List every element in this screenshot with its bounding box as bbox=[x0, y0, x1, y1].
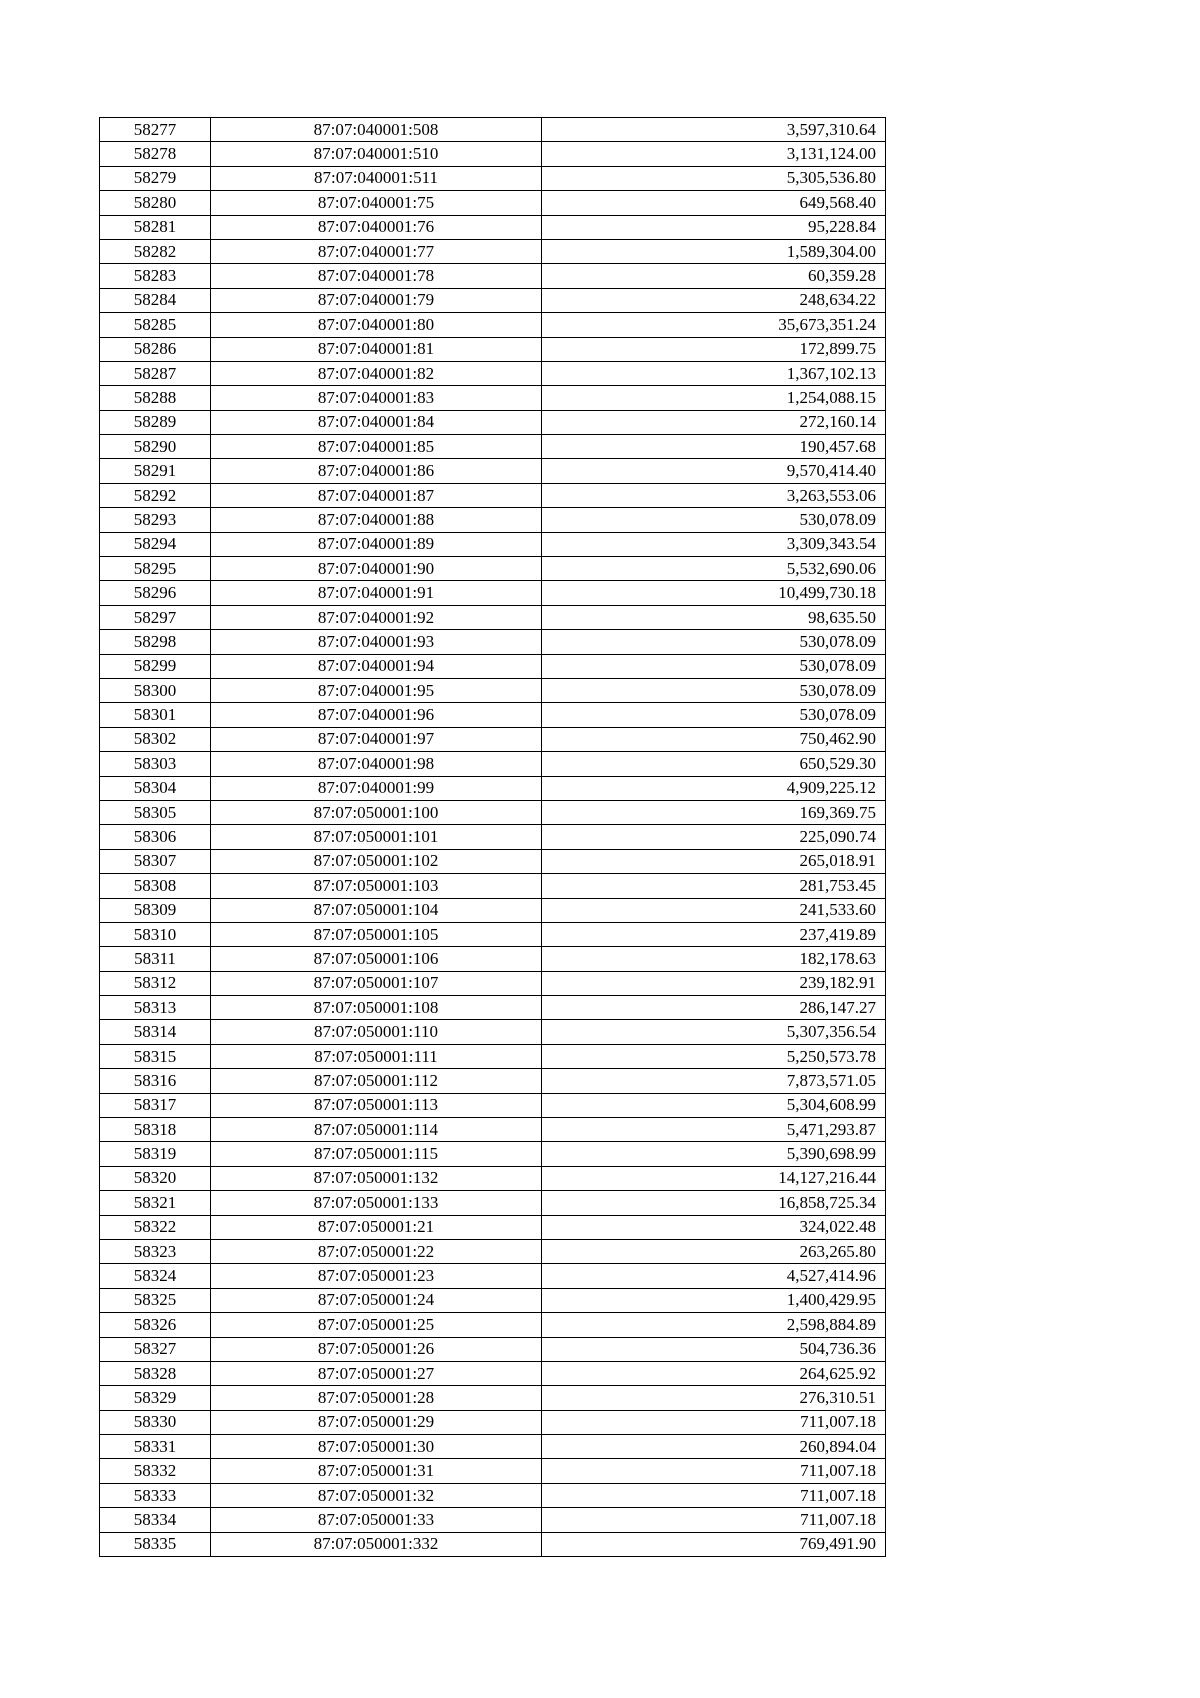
row-number-cell: 58287 bbox=[100, 361, 211, 385]
table-row bbox=[100, 581, 886, 605]
cadastral-value-cell: 530,078.09 bbox=[542, 678, 886, 702]
cadastral-value-cell: 530,078.09 bbox=[542, 630, 886, 654]
cadastral-number-cell: 87:07:050001:332 bbox=[211, 1532, 542, 1556]
table-row bbox=[100, 1532, 886, 1556]
row-number-cell: 58283 bbox=[100, 264, 211, 288]
cadastral-number-cell: 87:07:040001:508 bbox=[211, 118, 542, 142]
cadastral-value-cell: 182,178.63 bbox=[542, 947, 886, 971]
cadastral-number-cell: 87:07:040001:84 bbox=[211, 410, 542, 434]
cadastral-number-cell: 87:07:050001:105 bbox=[211, 922, 542, 946]
cadastral-value-cell: 650,529.30 bbox=[542, 752, 886, 776]
cadastral-number-cell: 87:07:050001:113 bbox=[211, 1093, 542, 1117]
row-number-cell: 58321 bbox=[100, 1191, 211, 1215]
table-row bbox=[100, 191, 886, 215]
cadastral-number-cell: 87:07:040001:76 bbox=[211, 215, 542, 239]
table-row bbox=[100, 1118, 886, 1142]
cadastral-number-cell: 87:07:040001:510 bbox=[211, 142, 542, 166]
cadastral-value-cell: 711,007.18 bbox=[542, 1410, 886, 1434]
table-row bbox=[100, 118, 886, 142]
row-number-cell: 58325 bbox=[100, 1288, 211, 1312]
cadastral-value-cell: 1,254,088.15 bbox=[542, 386, 886, 410]
row-number-cell: 58292 bbox=[100, 483, 211, 507]
cadastral-value-cell: 5,390,698.99 bbox=[542, 1142, 886, 1166]
row-number-cell: 58298 bbox=[100, 630, 211, 654]
table-row bbox=[100, 922, 886, 946]
table-row bbox=[100, 386, 886, 410]
cadastral-value-cell: 264,625.92 bbox=[542, 1361, 886, 1385]
row-number-cell: 58332 bbox=[100, 1459, 211, 1483]
cadastral-number-cell: 87:07:050001:26 bbox=[211, 1337, 542, 1361]
row-number-cell: 58278 bbox=[100, 142, 211, 166]
row-number-cell: 58305 bbox=[100, 800, 211, 824]
table-body bbox=[100, 118, 886, 1557]
cadastral-number-cell: 87:07:040001:89 bbox=[211, 532, 542, 556]
cadastral-value-cell: 225,090.74 bbox=[542, 825, 886, 849]
cadastral-value-cell: 4,527,414.96 bbox=[542, 1264, 886, 1288]
table-row bbox=[100, 1239, 886, 1263]
cadastral-value-cell: 286,147.27 bbox=[542, 996, 886, 1020]
table-row bbox=[100, 1508, 886, 1532]
cadastral-number-cell: 87:07:050001:31 bbox=[211, 1459, 542, 1483]
row-number-cell: 58303 bbox=[100, 752, 211, 776]
row-number-cell: 58311 bbox=[100, 947, 211, 971]
cadastral-value-cell: 237,419.89 bbox=[542, 922, 886, 946]
cadastral-value-cell: 169,369.75 bbox=[542, 800, 886, 824]
table-row bbox=[100, 1142, 886, 1166]
row-number-cell: 58286 bbox=[100, 337, 211, 361]
cadastral-value-cell: 281,753.45 bbox=[542, 874, 886, 898]
cadastral-value-cell: 530,078.09 bbox=[542, 654, 886, 678]
row-number-cell: 58334 bbox=[100, 1508, 211, 1532]
cadastral-value-cell: 1,367,102.13 bbox=[542, 361, 886, 385]
cadastral-value-cell: 16,858,725.34 bbox=[542, 1191, 886, 1215]
row-number-cell: 58316 bbox=[100, 1069, 211, 1093]
cadastral-number-cell: 87:07:050001:101 bbox=[211, 825, 542, 849]
cadastral-value-cell: 35,673,351.24 bbox=[542, 313, 886, 337]
cadastral-value-cell: 190,457.68 bbox=[542, 435, 886, 459]
cadastral-number-cell: 87:07:040001:97 bbox=[211, 727, 542, 751]
table-row bbox=[100, 1264, 886, 1288]
row-number-cell: 58323 bbox=[100, 1239, 211, 1263]
table-row bbox=[100, 1435, 886, 1459]
cadastral-value-cell: 260,894.04 bbox=[542, 1435, 886, 1459]
table-row bbox=[100, 825, 886, 849]
cadastral-number-cell: 87:07:050001:29 bbox=[211, 1410, 542, 1434]
cadastral-number-cell: 87:07:040001:98 bbox=[211, 752, 542, 776]
cadastral-number-cell: 87:07:040001:81 bbox=[211, 337, 542, 361]
cadastral-number-cell: 87:07:040001:511 bbox=[211, 166, 542, 190]
cadastral-number-cell: 87:07:050001:33 bbox=[211, 1508, 542, 1532]
row-number-cell: 58279 bbox=[100, 166, 211, 190]
cadastral-number-cell: 87:07:040001:75 bbox=[211, 191, 542, 215]
row-number-cell: 58330 bbox=[100, 1410, 211, 1434]
cadastral-value-cell: 711,007.18 bbox=[542, 1508, 886, 1532]
row-number-cell: 58326 bbox=[100, 1313, 211, 1337]
row-number-cell: 58308 bbox=[100, 874, 211, 898]
row-number-cell: 58291 bbox=[100, 459, 211, 483]
table-row bbox=[100, 264, 886, 288]
cadastral-value-cell: 263,265.80 bbox=[542, 1239, 886, 1263]
cadastral-number-cell: 87:07:040001:77 bbox=[211, 239, 542, 263]
cadastral-number-cell: 87:07:040001:94 bbox=[211, 654, 542, 678]
row-number-cell: 58300 bbox=[100, 678, 211, 702]
table-row bbox=[100, 605, 886, 629]
cadastral-value-cell: 3,131,124.00 bbox=[542, 142, 886, 166]
cadastral-value-cell: 248,634.22 bbox=[542, 288, 886, 312]
cadastral-value-table bbox=[99, 117, 886, 1557]
cadastral-value-cell: 5,304,608.99 bbox=[542, 1093, 886, 1117]
cadastral-number-cell: 87:07:050001:28 bbox=[211, 1386, 542, 1410]
row-number-cell: 58322 bbox=[100, 1215, 211, 1239]
cadastral-number-cell: 87:07:050001:21 bbox=[211, 1215, 542, 1239]
cadastral-value-cell: 239,182.91 bbox=[542, 971, 886, 995]
table-row bbox=[100, 142, 886, 166]
table-row bbox=[100, 410, 886, 434]
cadastral-number-cell: 87:07:050001:106 bbox=[211, 947, 542, 971]
row-number-cell: 58284 bbox=[100, 288, 211, 312]
row-number-cell: 58295 bbox=[100, 557, 211, 581]
row-number-cell: 58294 bbox=[100, 532, 211, 556]
cadastral-value-cell: 241,533.60 bbox=[542, 898, 886, 922]
cadastral-number-cell: 87:07:040001:99 bbox=[211, 776, 542, 800]
cadastral-number-cell: 87:07:040001:83 bbox=[211, 386, 542, 410]
cadastral-value-cell: 3,597,310.64 bbox=[542, 118, 886, 142]
row-number-cell: 58328 bbox=[100, 1361, 211, 1385]
table-row bbox=[100, 1459, 886, 1483]
row-number-cell: 58281 bbox=[100, 215, 211, 239]
table-row bbox=[100, 703, 886, 727]
row-number-cell: 58317 bbox=[100, 1093, 211, 1117]
cadastral-value-cell: 2,598,884.89 bbox=[542, 1313, 886, 1337]
cadastral-value-cell: 530,078.09 bbox=[542, 508, 886, 532]
cadastral-number-cell: 87:07:050001:27 bbox=[211, 1361, 542, 1385]
cadastral-number-cell: 87:07:050001:25 bbox=[211, 1313, 542, 1337]
cadastral-number-cell: 87:07:050001:32 bbox=[211, 1483, 542, 1507]
row-number-cell: 58277 bbox=[100, 118, 211, 142]
table-row bbox=[100, 508, 886, 532]
cadastral-number-cell: 87:07:050001:110 bbox=[211, 1020, 542, 1044]
table-row bbox=[100, 337, 886, 361]
cadastral-value-cell: 5,307,356.54 bbox=[542, 1020, 886, 1044]
table-row bbox=[100, 1020, 886, 1044]
row-number-cell: 58304 bbox=[100, 776, 211, 800]
cadastral-value-cell: 1,589,304.00 bbox=[542, 239, 886, 263]
row-number-cell: 58310 bbox=[100, 922, 211, 946]
table-row bbox=[100, 654, 886, 678]
row-number-cell: 58282 bbox=[100, 239, 211, 263]
row-number-cell: 58290 bbox=[100, 435, 211, 459]
row-number-cell: 58288 bbox=[100, 386, 211, 410]
row-number-cell: 58312 bbox=[100, 971, 211, 995]
table-row bbox=[100, 1044, 886, 1068]
cadastral-number-cell: 87:07:040001:96 bbox=[211, 703, 542, 727]
table-row bbox=[100, 1166, 886, 1190]
table-row bbox=[100, 215, 886, 239]
row-number-cell: 58318 bbox=[100, 1118, 211, 1142]
cadastral-number-cell: 87:07:050001:107 bbox=[211, 971, 542, 995]
table-row bbox=[100, 1483, 886, 1507]
cadastral-value-cell: 7,873,571.05 bbox=[542, 1069, 886, 1093]
cadastral-value-cell: 14,127,216.44 bbox=[542, 1166, 886, 1190]
row-number-cell: 58314 bbox=[100, 1020, 211, 1044]
row-number-cell: 58301 bbox=[100, 703, 211, 727]
cadastral-number-cell: 87:07:050001:133 bbox=[211, 1191, 542, 1215]
cadastral-value-cell: 3,263,553.06 bbox=[542, 483, 886, 507]
table-row bbox=[100, 996, 886, 1020]
table-row bbox=[100, 752, 886, 776]
cadastral-value-cell: 5,532,690.06 bbox=[542, 557, 886, 581]
cadastral-number-cell: 87:07:040001:91 bbox=[211, 581, 542, 605]
table-row bbox=[100, 947, 886, 971]
table-row bbox=[100, 800, 886, 824]
cadastral-number-cell: 87:07:040001:79 bbox=[211, 288, 542, 312]
cadastral-number-cell: 87:07:050001:22 bbox=[211, 1239, 542, 1263]
cadastral-value-cell: 711,007.18 bbox=[542, 1483, 886, 1507]
cadastral-value-cell: 272,160.14 bbox=[542, 410, 886, 434]
table-row bbox=[100, 1215, 886, 1239]
table-row bbox=[100, 678, 886, 702]
row-number-cell: 58296 bbox=[100, 581, 211, 605]
row-number-cell: 58285 bbox=[100, 313, 211, 337]
cadastral-value-cell: 4,909,225.12 bbox=[542, 776, 886, 800]
row-number-cell: 58302 bbox=[100, 727, 211, 751]
cadastral-number-cell: 87:07:040001:78 bbox=[211, 264, 542, 288]
row-number-cell: 58331 bbox=[100, 1435, 211, 1459]
cadastral-value-cell: 649,568.40 bbox=[542, 191, 886, 215]
table-row bbox=[100, 727, 886, 751]
table-row bbox=[100, 849, 886, 873]
table-row bbox=[100, 532, 886, 556]
table-row bbox=[100, 630, 886, 654]
cadastral-number-cell: 87:07:040001:88 bbox=[211, 508, 542, 532]
cadastral-number-cell: 87:07:040001:86 bbox=[211, 459, 542, 483]
row-number-cell: 58315 bbox=[100, 1044, 211, 1068]
table-row bbox=[100, 1361, 886, 1385]
cadastral-value-cell: 530,078.09 bbox=[542, 703, 886, 727]
table-row bbox=[100, 435, 886, 459]
cadastral-number-cell: 87:07:040001:93 bbox=[211, 630, 542, 654]
cadastral-number-cell: 87:07:050001:23 bbox=[211, 1264, 542, 1288]
row-number-cell: 58335 bbox=[100, 1532, 211, 1556]
row-number-cell: 58307 bbox=[100, 849, 211, 873]
cadastral-number-cell: 87:07:050001:30 bbox=[211, 1435, 542, 1459]
row-number-cell: 58289 bbox=[100, 410, 211, 434]
row-number-cell: 58297 bbox=[100, 605, 211, 629]
table-row bbox=[100, 288, 886, 312]
cadastral-number-cell: 87:07:050001:103 bbox=[211, 874, 542, 898]
row-number-cell: 58313 bbox=[100, 996, 211, 1020]
cadastral-number-cell: 87:07:040001:82 bbox=[211, 361, 542, 385]
row-number-cell: 58333 bbox=[100, 1483, 211, 1507]
table-row bbox=[100, 874, 886, 898]
cadastral-number-cell: 87:07:050001:104 bbox=[211, 898, 542, 922]
row-number-cell: 58319 bbox=[100, 1142, 211, 1166]
cadastral-value-cell: 5,305,536.80 bbox=[542, 166, 886, 190]
row-number-cell: 58320 bbox=[100, 1166, 211, 1190]
cadastral-value-cell: 1,400,429.95 bbox=[542, 1288, 886, 1312]
table-row bbox=[100, 1386, 886, 1410]
row-number-cell: 58293 bbox=[100, 508, 211, 532]
cadastral-value-cell: 504,736.36 bbox=[542, 1337, 886, 1361]
table-row bbox=[100, 1288, 886, 1312]
cadastral-number-cell: 87:07:050001:102 bbox=[211, 849, 542, 873]
table-row bbox=[100, 1191, 886, 1215]
cadastral-number-cell: 87:07:050001:108 bbox=[211, 996, 542, 1020]
cadastral-value-cell: 5,471,293.87 bbox=[542, 1118, 886, 1142]
cadastral-number-cell: 87:07:040001:80 bbox=[211, 313, 542, 337]
table-row bbox=[100, 459, 886, 483]
table-row bbox=[100, 1069, 886, 1093]
cadastral-value-cell: 265,018.91 bbox=[542, 849, 886, 873]
cadastral-value-cell: 711,007.18 bbox=[542, 1459, 886, 1483]
table-row bbox=[100, 361, 886, 385]
cadastral-value-cell: 10,499,730.18 bbox=[542, 581, 886, 605]
cadastral-value-cell: 9,570,414.40 bbox=[542, 459, 886, 483]
cadastral-value-cell: 750,462.90 bbox=[542, 727, 886, 751]
cadastral-value-cell: 172,899.75 bbox=[542, 337, 886, 361]
cadastral-number-cell: 87:07:040001:92 bbox=[211, 605, 542, 629]
cadastral-number-cell: 87:07:040001:85 bbox=[211, 435, 542, 459]
cadastral-number-cell: 87:07:050001:111 bbox=[211, 1044, 542, 1068]
cadastral-number-cell: 87:07:040001:90 bbox=[211, 557, 542, 581]
cadastral-number-cell: 87:07:050001:100 bbox=[211, 800, 542, 824]
table-row bbox=[100, 483, 886, 507]
table-row bbox=[100, 898, 886, 922]
cadastral-number-cell: 87:07:040001:95 bbox=[211, 678, 542, 702]
row-number-cell: 58324 bbox=[100, 1264, 211, 1288]
cadastral-number-cell: 87:07:050001:114 bbox=[211, 1118, 542, 1142]
row-number-cell: 58299 bbox=[100, 654, 211, 678]
row-number-cell: 58327 bbox=[100, 1337, 211, 1361]
cadastral-number-cell: 87:07:040001:87 bbox=[211, 483, 542, 507]
table-row bbox=[100, 557, 886, 581]
row-number-cell: 58280 bbox=[100, 191, 211, 215]
table-row bbox=[100, 1337, 886, 1361]
table-row bbox=[100, 1093, 886, 1117]
cadastral-number-cell: 87:07:050001:24 bbox=[211, 1288, 542, 1312]
cadastral-value-cell: 95,228.84 bbox=[542, 215, 886, 239]
table-row bbox=[100, 313, 886, 337]
cadastral-number-cell: 87:07:050001:115 bbox=[211, 1142, 542, 1166]
table-row bbox=[100, 1410, 886, 1434]
cadastral-number-cell: 87:07:050001:132 bbox=[211, 1166, 542, 1190]
cadastral-value-cell: 5,250,573.78 bbox=[542, 1044, 886, 1068]
table-row bbox=[100, 776, 886, 800]
table-row bbox=[100, 166, 886, 190]
cadastral-value-cell: 324,022.48 bbox=[542, 1215, 886, 1239]
cadastral-number-cell: 87:07:050001:112 bbox=[211, 1069, 542, 1093]
table-row bbox=[100, 1313, 886, 1337]
cadastral-value-cell: 3,309,343.54 bbox=[542, 532, 886, 556]
row-number-cell: 58329 bbox=[100, 1386, 211, 1410]
cadastral-value-cell: 98,635.50 bbox=[542, 605, 886, 629]
cadastral-value-cell: 769,491.90 bbox=[542, 1532, 886, 1556]
table-row bbox=[100, 971, 886, 995]
row-number-cell: 58309 bbox=[100, 898, 211, 922]
table-row bbox=[100, 239, 886, 263]
cadastral-value-cell: 60,359.28 bbox=[542, 264, 886, 288]
row-number-cell: 58306 bbox=[100, 825, 211, 849]
cadastral-value-cell: 276,310.51 bbox=[542, 1386, 886, 1410]
